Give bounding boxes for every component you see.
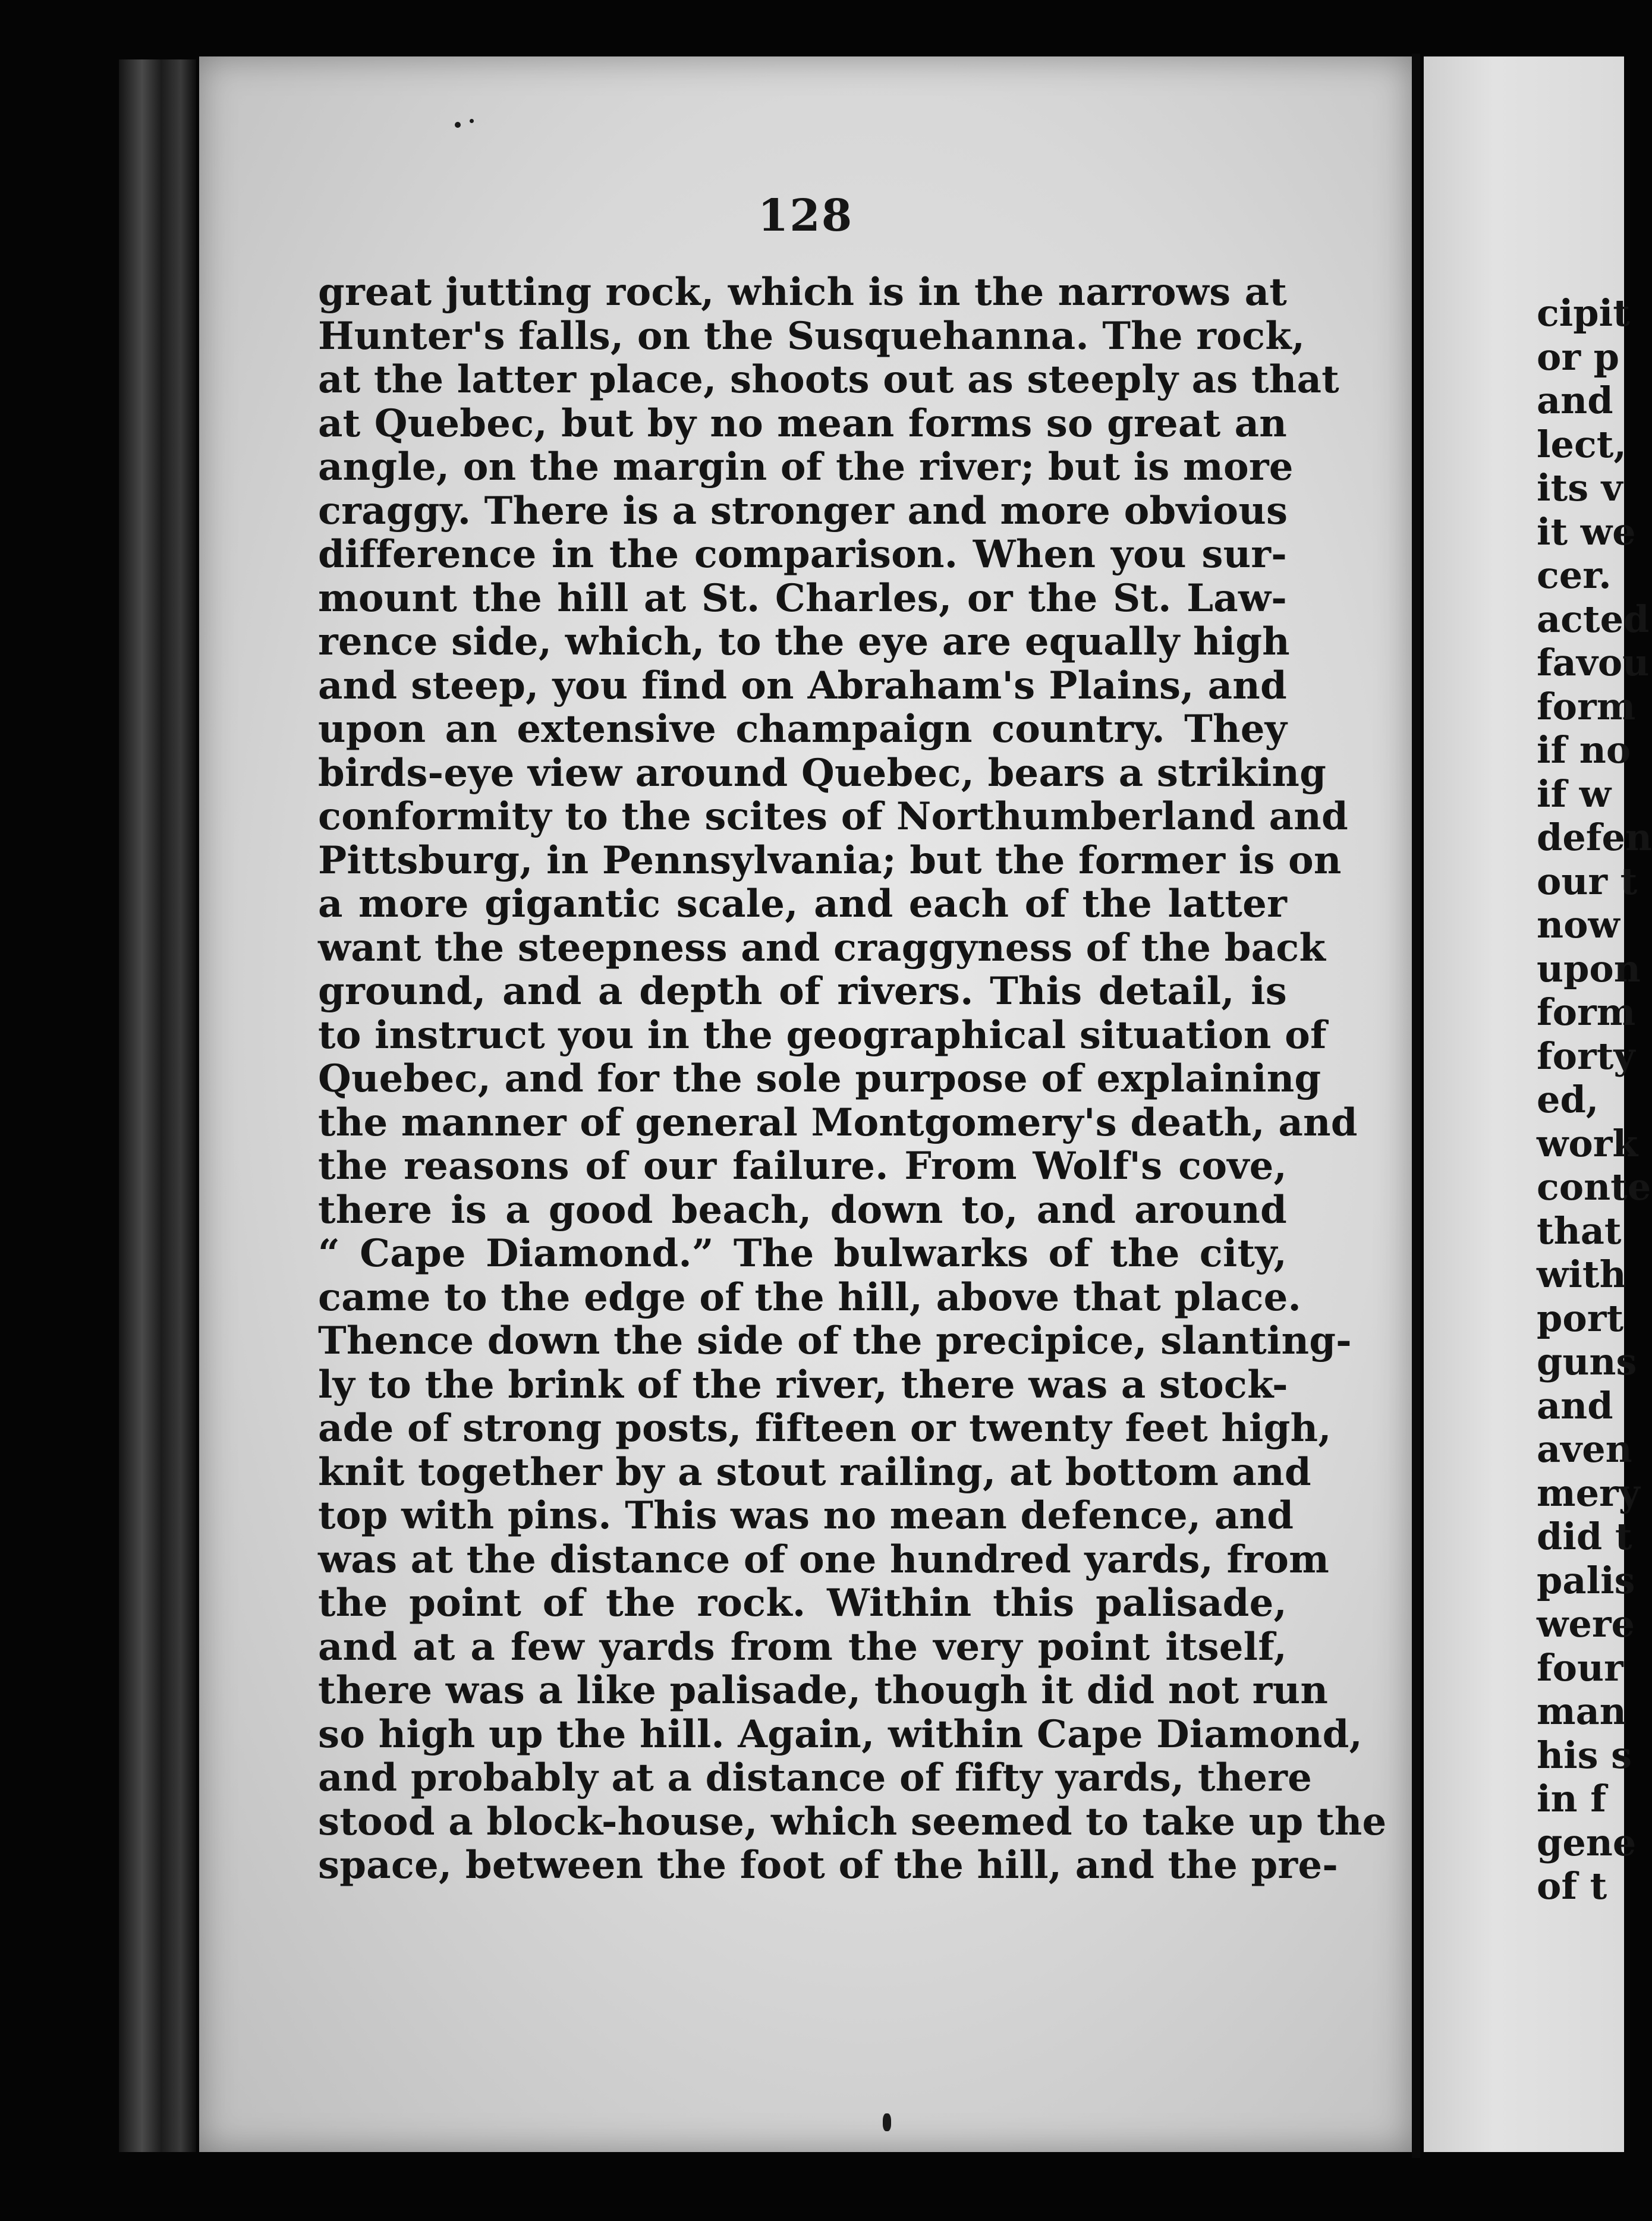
- text-line: there is a good beach, down to, and around: [318, 1187, 1287, 1232]
- text-line: and steep, you find on Abraham's Plains, and: [318, 663, 1287, 708]
- text-line-fragment: ed,: [1537, 1078, 1599, 1121]
- text-line: ade of strong posts, fifteen or twenty feet high,: [318, 1406, 1332, 1451]
- text-line: the manner of general Montgomery's death, and: [318, 1100, 1358, 1145]
- text-line-fragment: form: [1537, 990, 1636, 1034]
- page-number: 128: [757, 190, 854, 241]
- text-line: and probably at a distance of fifty yards, there: [318, 1756, 1313, 1800]
- text-line: mount the hill at St. Charles, or the St. Law-: [318, 575, 1287, 621]
- text-line-fragment: if no: [1537, 728, 1631, 772]
- text-line-fragment: acted: [1537, 597, 1650, 641]
- ink-speck: [883, 2113, 891, 2131]
- text-line: there was a like palisade, though it did not run: [318, 1668, 1329, 1713]
- text-line-fragment: and: [1537, 379, 1613, 422]
- text-line: the reasons of our failure. From Wolf's cove,: [318, 1144, 1287, 1188]
- text-line-fragment: were: [1537, 1602, 1635, 1646]
- text-line-fragment: forty: [1537, 1034, 1635, 1078]
- text-line-fragment: cer.: [1537, 553, 1612, 597]
- text-line-fragment: with: [1537, 1253, 1626, 1296]
- text-line-fragment: four: [1537, 1646, 1623, 1690]
- text-line: angle, on the margin of the river; but is more: [318, 445, 1294, 489]
- page-fold-divider: [1412, 54, 1420, 2158]
- text-line: Thence down the side of the precipice, slanting-: [318, 1319, 1352, 1363]
- text-line-fragment: port: [1537, 1296, 1624, 1340]
- text-line: to instruct you in the geographical situation of: [318, 1012, 1327, 1058]
- text-line: “ Cape Diamond.” The bulwarks of the city,: [318, 1231, 1287, 1276]
- text-line-fragment: lect,: [1537, 422, 1626, 466]
- text-line: want the steepness and craggyness of the back: [318, 925, 1326, 970]
- right-page: [1424, 56, 1652, 2152]
- ink-speck: [455, 122, 461, 128]
- text-line: ly to the brink of the river, there was a stock-: [318, 1362, 1288, 1407]
- text-line-fragment: mery: [1537, 1471, 1640, 1515]
- text-line-fragment: guns: [1537, 1340, 1637, 1383]
- text-line: came to the edge of the hill, above that place.: [318, 1275, 1302, 1320]
- text-line-fragment: its v: [1537, 466, 1623, 509]
- text-line: ground, and a depth of rivers. This detail, is: [318, 969, 1287, 1014]
- text-line-fragment: and: [1537, 1383, 1613, 1427]
- right-page-body-text: [1537, 291, 1652, 1908]
- text-line: craggy. There is a stronger and more obvious: [318, 488, 1288, 533]
- text-line-fragment: cipit: [1537, 291, 1630, 335]
- left-page-body-text: [318, 270, 1387, 1887]
- text-line-fragment: work: [1537, 1121, 1638, 1165]
- text-line: rence side, which, to the eye are equally high: [318, 619, 1290, 664]
- text-line-fragment: favou: [1537, 641, 1650, 684]
- text-line: so high up the hill. Again, within Cape Diamond,: [318, 1712, 1363, 1757]
- text-line-fragment: our t: [1537, 859, 1638, 903]
- text-line-fragment: his s: [1537, 1733, 1632, 1777]
- ink-speck: [470, 119, 474, 123]
- text-line: Hunter's falls, on the Susquehanna. The rock,: [318, 313, 1305, 358]
- left-page: [199, 56, 1412, 2152]
- text-line-fragment: form: [1537, 684, 1636, 728]
- text-line: difference in the comparison. When you sur-: [318, 532, 1287, 577]
- text-line: top with pins. This was no mean defence, and: [318, 1493, 1294, 1538]
- text-line-fragment: of t: [1537, 1864, 1607, 1908]
- text-line: space, between the foot of the hill, and the pre-: [318, 1843, 1339, 1887]
- text-line-fragment: defen: [1537, 816, 1652, 859]
- text-line-fragment: in f: [1537, 1777, 1606, 1820]
- text-line: and at a few yards from the very point itself,: [318, 1624, 1287, 1669]
- text-line-fragment: that: [1537, 1209, 1622, 1253]
- text-line: the point of the rock. Within this palisade,: [318, 1581, 1287, 1625]
- text-line: upon an extensive champaign country. They: [318, 707, 1287, 751]
- text-line: birds-eye view around Quebec, bears a striking: [318, 750, 1327, 795]
- text-line-fragment: palis: [1537, 1558, 1635, 1602]
- text-line-fragment: gene: [1537, 1820, 1637, 1864]
- text-line-fragment: if w: [1537, 772, 1612, 816]
- text-line: knit together by a stout railing, at bottom and: [318, 1449, 1311, 1495]
- text-line-fragment: it we: [1537, 509, 1636, 553]
- text-line: at the latter place, shoots out as steeply as that: [318, 357, 1339, 402]
- text-line: Quebec, and for the sole purpose of explaining: [318, 1056, 1321, 1101]
- text-line: was at the distance of one hundred yards, from: [318, 1537, 1330, 1582]
- text-line-fragment: or p: [1537, 335, 1619, 379]
- text-line-fragment: did t: [1537, 1515, 1632, 1558]
- text-line-fragment: aven: [1537, 1427, 1632, 1471]
- text-line-fragment: now: [1537, 903, 1620, 946]
- text-line-fragment: man: [1537, 1690, 1626, 1733]
- text-line: a more gigantic scale, and each of the latter: [318, 882, 1287, 926]
- text-line-fragment: upon: [1537, 946, 1641, 990]
- text-line: at Quebec, but by no mean forms so great an: [318, 401, 1287, 446]
- text-line: conformity to the scites of Northumberland and: [318, 794, 1348, 839]
- book-binding: [119, 59, 196, 2152]
- text-line-fragment: conte: [1537, 1165, 1651, 1209]
- text-line: great jutting rock, which is in the narrows at: [318, 270, 1287, 314]
- text-line: Pittsburg, in Pennsylvania; but the former is on: [318, 838, 1342, 883]
- text-line: stood a block-house, which seemed to take up the: [318, 1799, 1387, 1844]
